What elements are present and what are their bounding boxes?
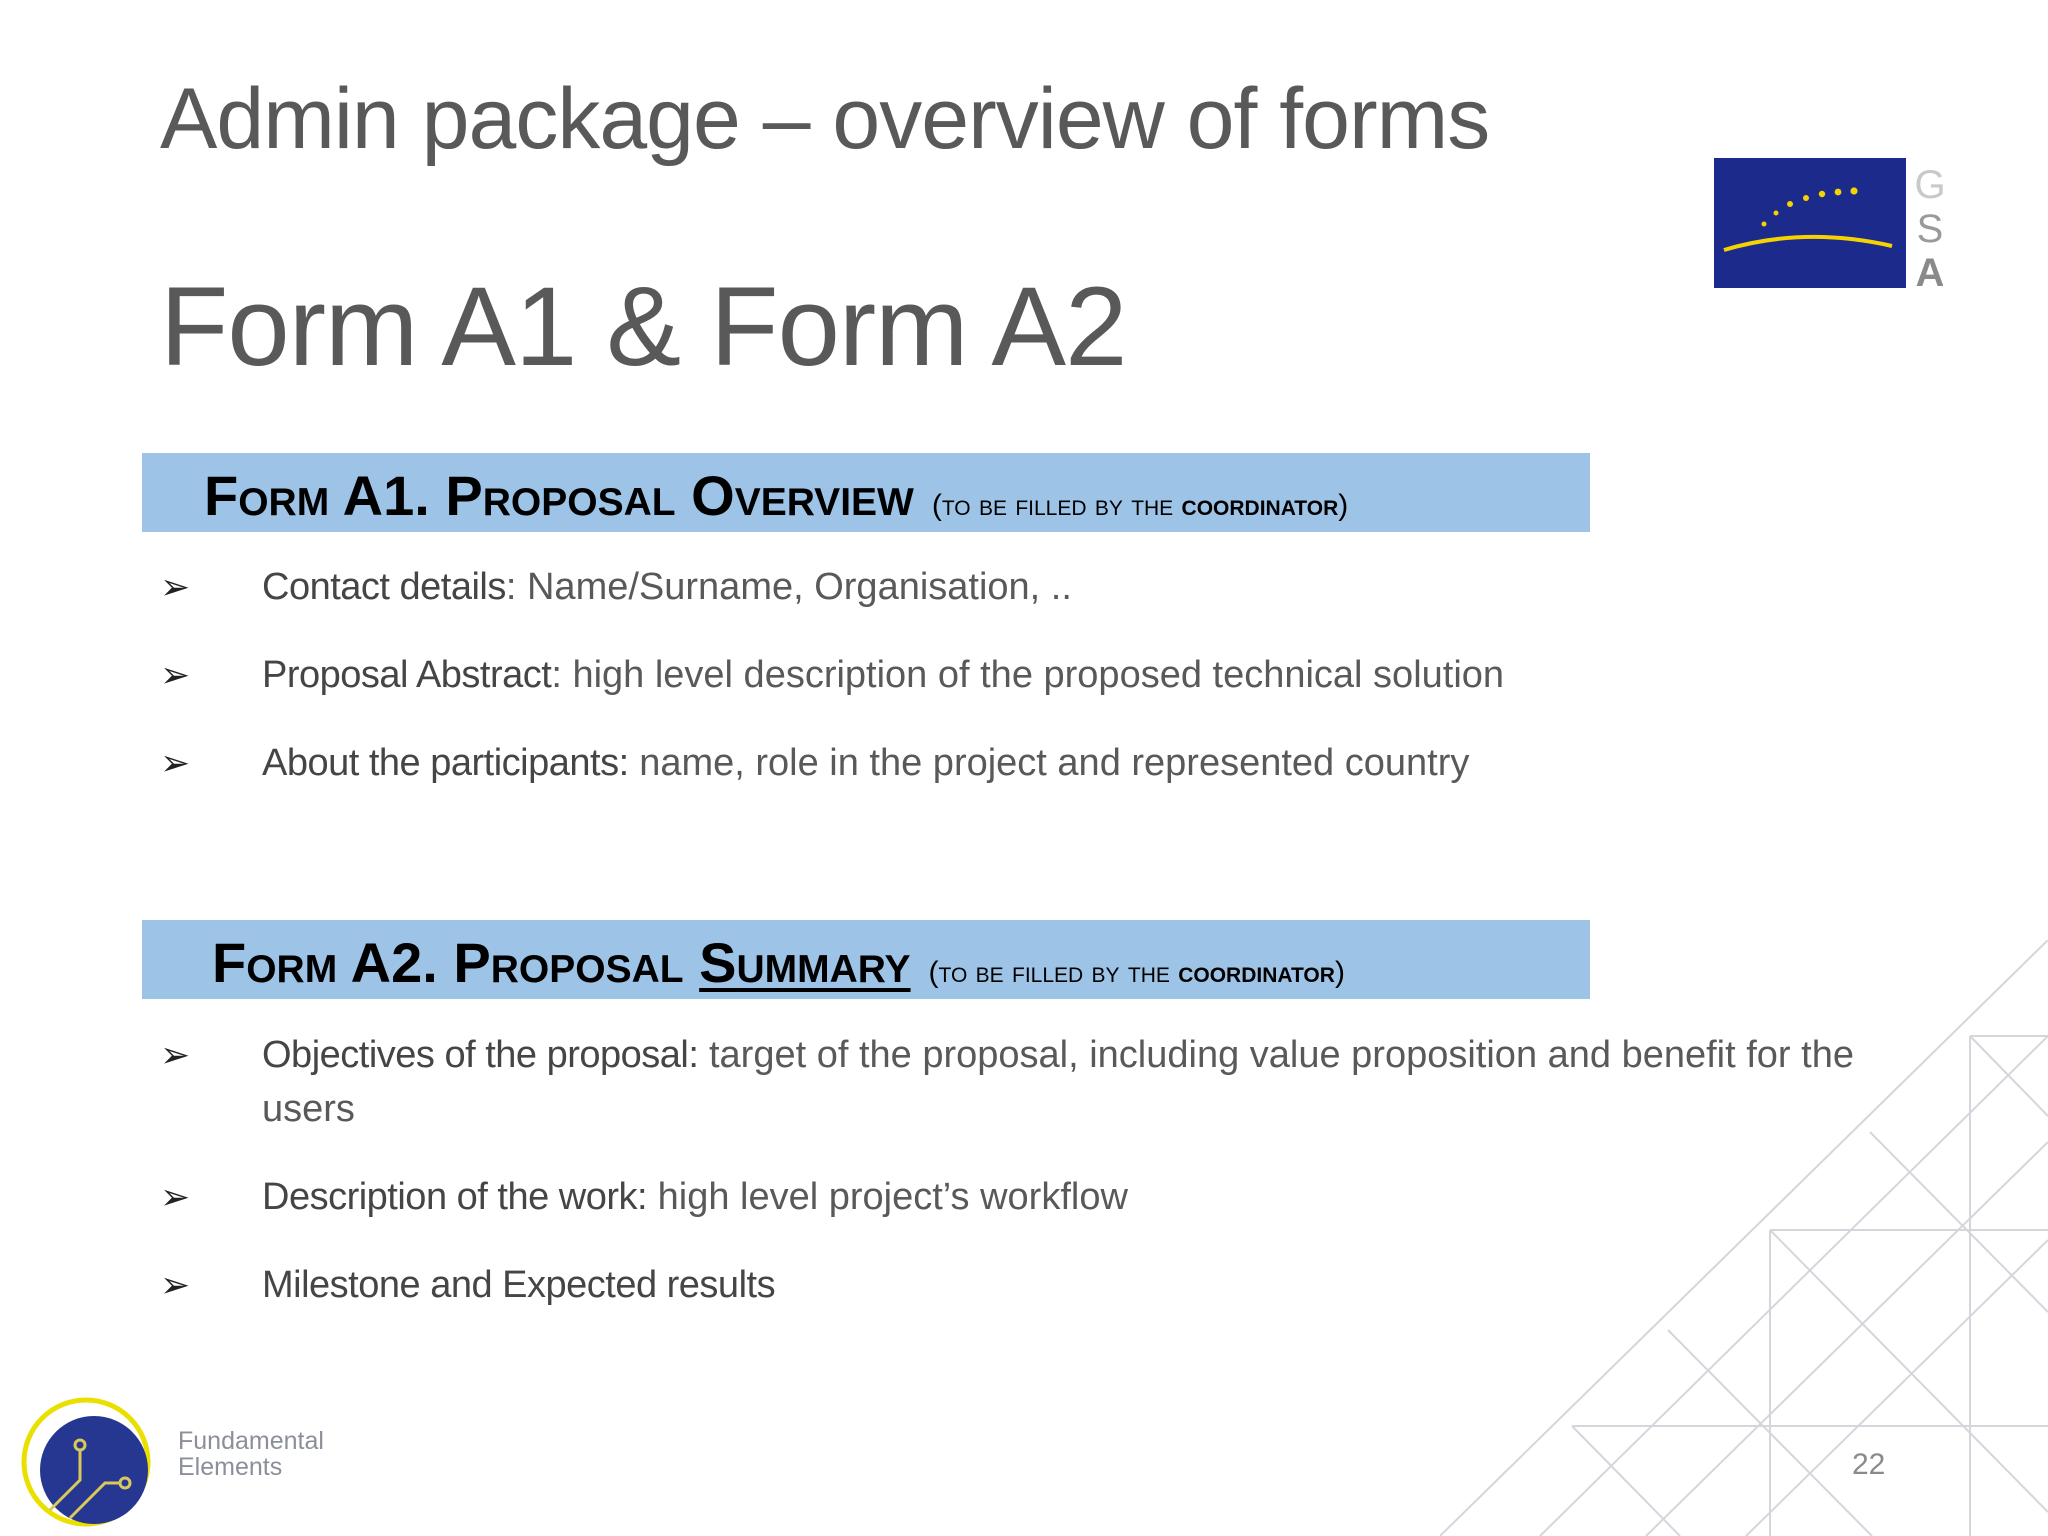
gsa-letter-a: A bbox=[1915, 251, 1945, 290]
form-a2-title: Form A2. Proposal bbox=[212, 931, 700, 994]
bullet-label: Milestone and Expected results bbox=[262, 1264, 776, 1306]
arrow-bullet-icon: ➢ bbox=[160, 566, 191, 607]
fe-line1: Fundamental bbox=[178, 1427, 324, 1455]
form-a1-title: Form A1. Proposal Overview bbox=[204, 464, 914, 527]
bullet-text: : high level description of the proposed technical solution bbox=[551, 654, 1505, 696]
bullet-label: About the participants: bbox=[262, 742, 629, 784]
arrow-bullet-icon: ➢ bbox=[160, 1176, 191, 1217]
arrow-bullet-icon: ➢ bbox=[160, 1264, 191, 1305]
gsa-letter-g: G bbox=[1914, 163, 1946, 207]
fundamental-elements-logo bbox=[10, 1390, 160, 1530]
bullet-label: Objectives of the proposal: bbox=[262, 1034, 699, 1076]
slide-subtitle: Form A1 & Form A2 bbox=[160, 264, 1127, 389]
form-a2-title-underlined: Summary bbox=[699, 931, 911, 994]
bullet-label: Contact details bbox=[262, 566, 506, 608]
page-number: 22 bbox=[1852, 1448, 1886, 1481]
gsa-logo bbox=[1714, 158, 1964, 290]
arrow-bullet-icon: ➢ bbox=[160, 654, 191, 695]
bullet-label: Description of the work: bbox=[262, 1176, 648, 1218]
form-a2-header bbox=[142, 920, 1590, 999]
bullet-text: target of the proposal, including value proposition and benefit for the users bbox=[262, 1034, 1854, 1130]
arrow-bullet-icon: ➢ bbox=[160, 742, 191, 783]
arrow-bullet-icon: ➢ bbox=[160, 1034, 191, 1075]
form-a1-header bbox=[142, 453, 1590, 532]
form-a2-note-bold: coordinator bbox=[1178, 956, 1335, 989]
fundamental-elements-wordmark bbox=[178, 1428, 324, 1480]
gsa-logo-flag bbox=[1714, 158, 1906, 288]
bullet-text: : Name/Surname, Organisation, .. bbox=[505, 566, 1072, 608]
fe-line2: Elements bbox=[178, 1453, 283, 1481]
form-a1-note-suffix: ) bbox=[1338, 489, 1349, 522]
triangle-pattern-decoration bbox=[1440, 940, 2048, 1536]
gsa-letter-s: S bbox=[1916, 207, 1944, 251]
slide-title: Admin package – overview of forms bbox=[160, 71, 1490, 167]
bullet-text: high level project’s workflow bbox=[647, 1176, 1128, 1218]
form-a1-note-prefix: (to be filled by the bbox=[931, 489, 1182, 522]
form-a1-note bbox=[932, 489, 1348, 522]
form-a2-note bbox=[929, 956, 1345, 989]
form-a2-note-suffix: ) bbox=[1334, 956, 1345, 989]
form-a2-note-prefix: (to be filled by the bbox=[928, 956, 1179, 989]
bullet-text: name, role in the project and represented country bbox=[628, 742, 1470, 784]
fe-logo-disc bbox=[40, 1416, 148, 1524]
bullet-label: Proposal Abstract bbox=[262, 654, 552, 696]
form-a1-note-bold: coordinator bbox=[1181, 489, 1339, 522]
